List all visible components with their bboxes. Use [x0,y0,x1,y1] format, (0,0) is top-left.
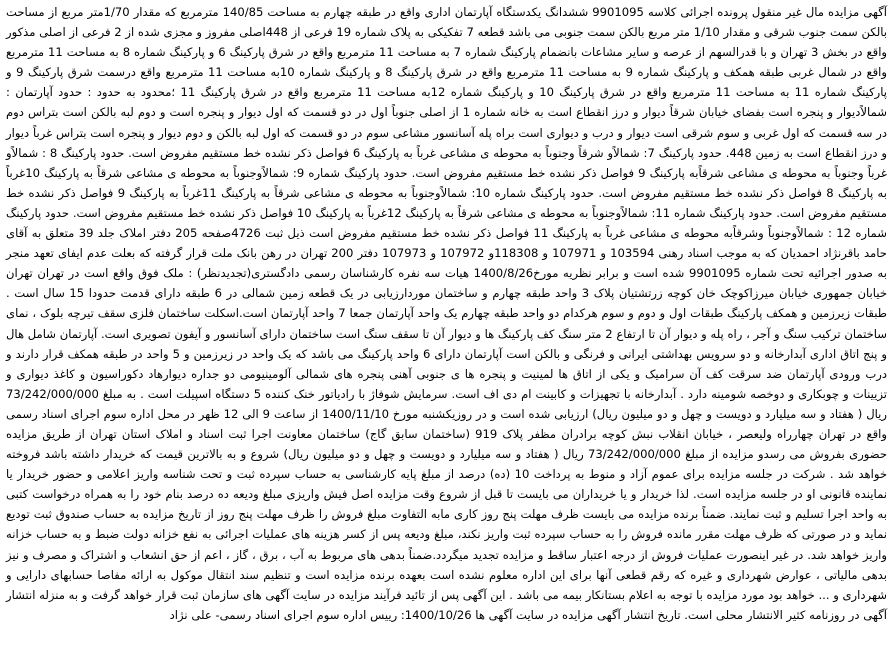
auction-notice-text: آگهی مزایده مال غیر منقول پرونده اجرائی کلاسه 9901095 ششدانگ یکدستگاه آپارتمان اداری واقع در طبقه چهارم به مساحت 140/85 مترمربع که مقدار 1/70متر مربع از مساحت بالکن سمت جنوب شرقی و مقدار 1/10 متر مربع بالکن سمت جنوبی می باشد قطعه 7 تفکیکی به پلاک شماره 19 فرعی از 448اصلی مفروز و مجزی شده از 2 فرعی از اصلی مذکور واقع در بخش 3 تهران و با قدرالسهم از عرصه و سایر مشاعات بانضمام پارکینگ شماره 7 به مساحت 11 مترمربع واقع در شرق پارکینگ 6 و پارکینگ شماره 8 به مساحت 11 مترمربع واقع در شمال غربی طبقه همکف و پارکینگ شماره 9 به مساحت 11 مترمربع واقع در شرق پارکینگ 8 و پارکینگ شماره 10به مساحت 11 مترمربع واقع درسمت شرق پارکینگ 9 و پارکینگ شماره 11 به مساحت 11 مترمربع واقع در شرق پارکینگ 10 و پارکینگ شماره 12به مساحت 11 مترمربع واقع در شرق پارکینگ 11 ؛محدود به حدود : حدود آپارتمان : شمالاًدیوار و پنجره است بفضای خیابان شرقاً دیوار و درز انقطاع است به خانه شماره 1 از اصلی جنوباً اول در دو قسمت که اول دیوار و پنجره است و دوم لبه بالکن است بتراس دوم در سه قسمت که اول غربی و سوم شرقی است دیوار و درب و دیواری است براه پله آسانسور مشاعی سوم در دو قسمت که اول لبه بالکن و دوم دیوار و پنجره است بتراس غرباً دیوار و درز انقطاع است به زمین 448. حدود پارکینگ 7: شمالاًو شرقاً وجنوباً به محوطه ی مشاعی غرباً به پارکینگ 6 فواصل ذکر نشده خط مستقیم مفروض است. حدود پارکینگ 8 : شمالاًو غرباً وجنوباً به محوطه ی مشاعی شرقاًبه پارکینگ 9 فواصل ذکر نشده خط مستقیم مفروض است. حدود پارکینگ شماره 9: شمالاًوجنوباً به محوطه ی مشاعی شرقاً به پارکینگ 10غرباً به پارکینگ 8 فواصل ذکر نشده خط مستقیم مفروض است. حدود پارکینگ شماره 10: شمالاًوجنوباً به محوطه ی مشاعی شرقاً به پارکینگ 11غرباً به پارکینگ 9 فواصل ذکر نشده خط مستقیم مفروض است. حدود پارکینگ شماره 11: شمالاًوجنوباً به محوطه ی مشاعی شرقاً به پارکینگ 12غرباً به پارکینگ 10 فواصل ذکر نشده خط مستقیم مفروض است. حدود پارکینگ شماره 12 : شمالاًوجنوباً وشرقاًبه محوطه ی مشاعی غرباً به پارکینگ 11 فواصل ذکر نشده خط مستقیم مفروض است ذیل ثبت 4726صفحه 205 دفتر املاک جلد 39 متعلق به آقای حامد باقرنژاد احمدیان که به موجب اسناد رهنی 103594 و 107971 و 118308و 107972 و 107973 دفتر 200 تهران در رهن بانک ملت قرار گرفته که بعلت عدم ایفای تعهد منجر به صدور اجرائیه تحت شماره 9901095 شده است و برابر نظریه مورخ1400/8/26 هیات سه نفره کارشناسان رسمی دادگستری(تجدیدنظر) : ملک فوق واقع است در تهران تهران خیابان جمهوری خیابان میرزاکوچک خان کوچه زرتشتیان پلاک 3 واحد طبقه چهارم و ساختمان موردارزیابی در یک قطعه زمین شمالی در 6 طبقه دارای قدمت حدودا 15 سال است . طبقات زیرزمین و همکف پارکینگ طبقات اول و دوم و سوم هرکدام دو واحد طبقه چهارم یک واحد آپارتمان جمعا 7 واحد آپارتمان است.اسکلت ساختمان فلزی سقف تیرچه بلوک ، نمای ساختمان ترکیب سنگ و آجر ، راه پله و دیوار آن تا ارتفاع 2 متر سنگ کف پارکینگ ها و دیوار آن تا سقف سنگ است ساختمان دارای آسانسور و آیفون تصویری است. آپارتمان شامل هال و پنج اتاق اداری آبدارخانه و دو سرویس بهداشتی ایرانی و فرنگی و بالکن است آپارتمان دارای 6 واحد پارکینگ می باشد که یک واحد در زیرزمین و 5 واحد در طبقه همکف قرار دارند و درب ورودی آپارتمان ضد سرقت کف آن سرامیک و یکی از اتاق ها لمینیت و پنجره ها ی جنوبی آهنی پنجره های شمالی آلومینیومی دو جداره دیوارهاد دکوراسیون و کاغذ دیواری و تزیینات و چوبکاری و دوخصه شومینه دارد . آبدارخانه با تجهیزات و کابینت ام دی اف است. سرمایش شوفاژ با رادیاتور خنک کننده 5 دستگاه اسپیلت است . به مبلغ 73/242/000/000 ریال ( هفتاد و سه میلیارد و دویست و چهل و دو میلیون ریال) ارزیابی شده است و در روزیکشنبه مورخ 1400/11/10 از ساعت 9 الی 12 ظهر در محل اداره سوم اجرای اسناد رسمی واقع در تهران چهارراه ولیعصر ، خیابان انقلاب نبش کوچه برادران مظفر پلاک 919 (ساختمان سابق گاج) ساختمان معاونت اجرا ثبت اسناد و املاک استان تهران از طریق مزایده حضوری بفروش می رسدو مزایده از مبلغ 73/242/000/000 ریال ( هفتاد و سه میلیارد و دویست و چهل و دو میلیون ریال) شروع و به بالاترین قیمت که خریدار داشته باشد فروخته خواهد شد . شرکت در جلسه مزایده برای عموم آزاد و منوط به پرداخت 10 (ده) درصد از مبلغ پایه کارشناسی به حساب سپرده ثبت و تحت شناسه واریز اعلامی و حضور خریدار یا نماینده قانونی او در جلسه مزایده است. لذا خریدار و یا خریداران می بایست تا قبل از شروع وقت مزایده اصل فیش واریزی مبلغ ودیعه ده درصد بنام خود را به همراه درخواست کتبی به واحد اجرا تسلیم و ثبت نمایند. ضمناً برنده مزایده می بایست ظرف مهلت پنج روز کاری مابه التفاوت مبلغ فروش را ظرف مهلت پنج روز از تاریخ مزایده به حساب صندوق ثبت تودیع نماید و در صورتی که ظرف مهلت مقرر مانده فروش را به حساب سپرده ثبت واریز نکند، مبلغ ودیعه پس از کسر هزینه های عملیات اجرائی به نفع خزانه دولت ضبط و به حساب خزانه واریز خواهد شد. در غیر اینصورت عملیات فروش از درجه اعتبار ساقط و مزایده تجدید میگردد.ضمناً بدهی های مربوط به آب ، برق ، گاز ، اعم از حق انشعاب و اشتراک و مصرف و نیز بدهی مالیاتی ، عوارض شهرداری و غیره که رقم قطعی آنها برای این اداره معلوم نشده است بعهده برنده مزایده است و تنظیم سند انتقال موکول به ارائه مفاصا حسابهای دارایی و شهرداری و ... خواهد بود مورد مزایده با توجه به اعلام بستانکار بیمه می باشد . این آگهی پس از تائید فرآیند مزایده در سایت آگهی های سازمان ثبت قرار خواهد گرفت و به منزله انتشار آگهی در روزنامه کثیر الانتشار محلی است. تاریخ انتشار آگهی مزایده در سایت آگهی ها 1400/10/26: رییس اداره سوم اجرای اسناد رسمی- علی نژاد [6,5,888,622]
